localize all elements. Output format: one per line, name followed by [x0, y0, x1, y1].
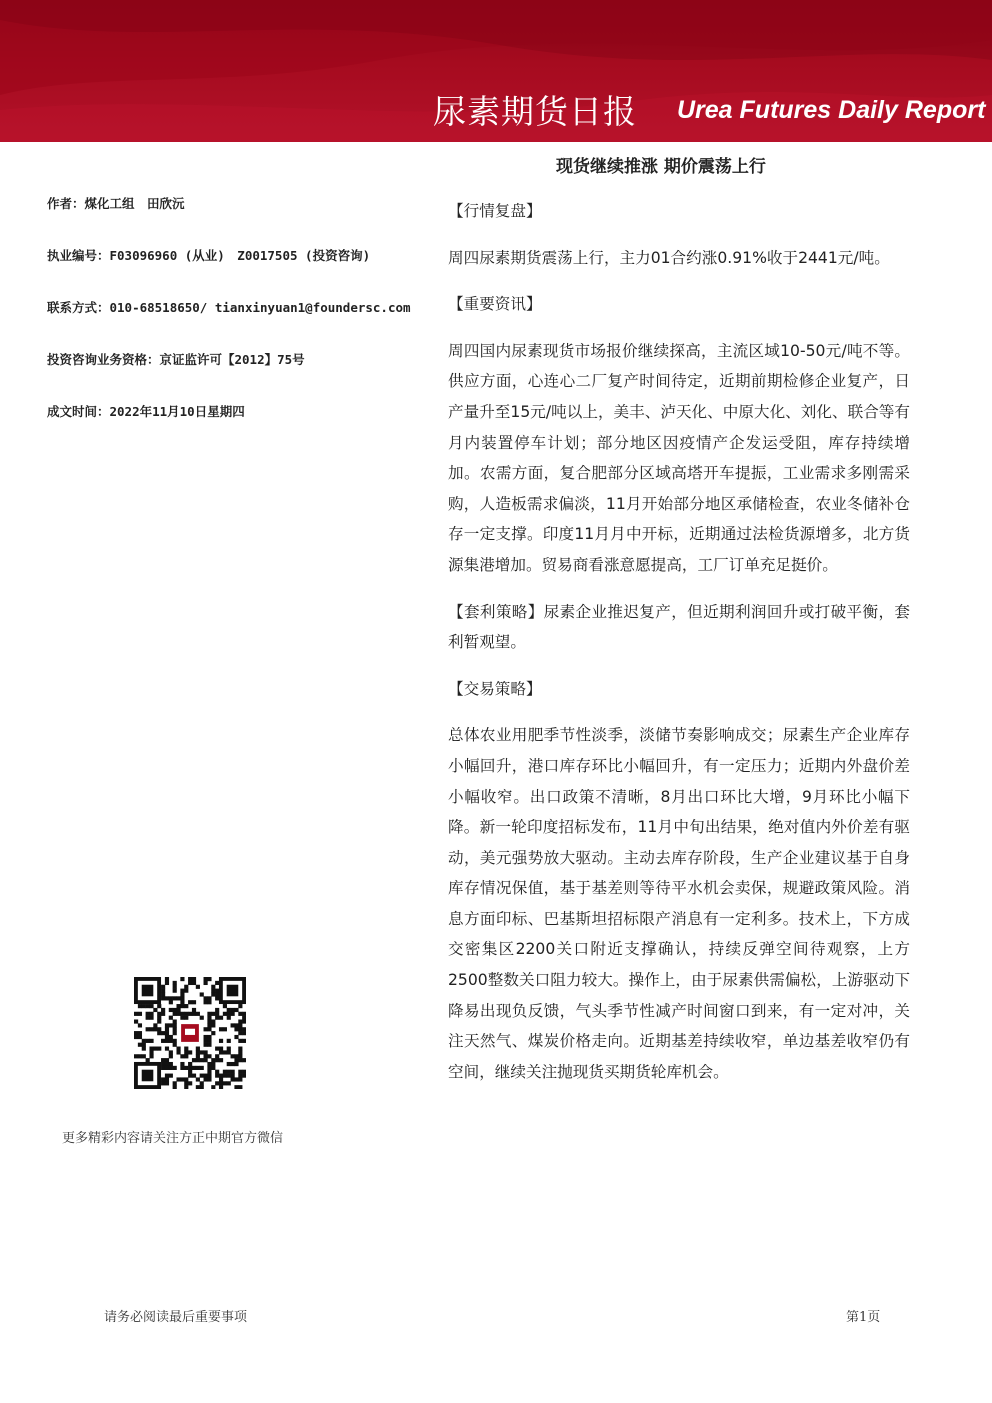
trading-text: 总体农业用肥季节性淡季，淡储节奏影响成交；尿素生产企业库存小幅回升，港口库存环比小幅回升，有一定压力；近期内外盘价差小幅收窄。出口政策不清晰，8月出口环比大增，9月环比小幅下降。新一轮印度招标发布，11月中旬出结果，绝对值内外价差有驱动，美元强势放大驱动。主动去库存阶段，生产企业建议基于自身库存情况保值，基于基差则等待平水机会卖保，规避政策风险。消息方面印标、巴基斯坦招标限产消息有一定利多。技术上，下方成交密集区2200关口附近支撑确认，持续反弹空间待观察，上方2500整数关口阻力较大。操作上，由于尿素供需偏松，上游驱动下降易出现负反馈，气头季节性减产时间窗口到来，有一定对冲，关注天然气、煤炭价格走向。近期基差持续收窄，单边基差收窄仍有空间，继续关注抛现货买期货轮库机会。: [448, 726, 910, 1081]
arbitrage-paragraph: [448, 597, 910, 658]
arbitrage-text: 尿素企业推迟复产，但近期利润回升或打破平衡，套利暂观望。: [448, 602, 910, 652]
qualification-line: 投资咨询业务资格：京证监许可【2012】75号: [47, 352, 305, 367]
market-review-heading: 【行情复盘】: [448, 202, 542, 220]
qr-caption: 更多精彩内容请关注方正中期官方微信: [62, 1131, 284, 1146]
news-heading: 【重要资讯】: [448, 295, 542, 314]
footer-notice: 请务必阅读最后重要事项: [104, 1310, 248, 1325]
license-line: 执业编号：F03096960 (从业) Z0017505 (投资咨询): [47, 248, 371, 263]
date-line: 成文时间：2022年11月10日星期四: [47, 404, 245, 419]
footer-page-number: 第1页: [846, 1310, 881, 1325]
contact-line: 联系方式：010-68518650/ tianxinyuan1@foundersc.com: [47, 300, 411, 315]
qr-code-graphic: [134, 977, 246, 1089]
news-text: 周四国内尿素现货市场报价继续探高，主流区域10-50元/吨不等。供应方面，心连心二厂复产时间待定，近期前期检修企业复产，日产量升至15元/吨以上，美丰、泸天化、中原大化、刘化、联合等有月内装置停车计划；部分地区因疫情产企发运受阻，库存持续增加。农需方面，复合肥部分区域高塔开车提振，工业需求多刚需采购，人造板需求偏淡，11月开始部分地区承储检查，农业冬储补仓存一定支撑。印度11月月中开标，近期通过法检货源增多，北方货源集港增加。贸易商看涨意愿提高，工厂订单充足挺价。: [448, 341, 910, 574]
arbitrage-heading: 【套利策略】: [448, 602, 544, 621]
author-line: 作者：煤化工组 田欣沅: [47, 196, 185, 211]
trading-heading: 【交易策略】: [448, 679, 542, 698]
market-review-text: 周四尿素期货震荡上行，主力01合约涨0.91%收于2441元/吨。: [448, 248, 890, 267]
report-title-zh: 尿素期货日报: [433, 92, 637, 131]
report-title-en: Urea Futures Daily Report: [677, 96, 986, 124]
report-subtitle: 现货继续推涨 期价震荡上行: [556, 157, 766, 177]
qr-code-icon: [134, 977, 246, 1089]
report-header: [0, 0, 992, 142]
report-body: [448, 196, 910, 1103]
